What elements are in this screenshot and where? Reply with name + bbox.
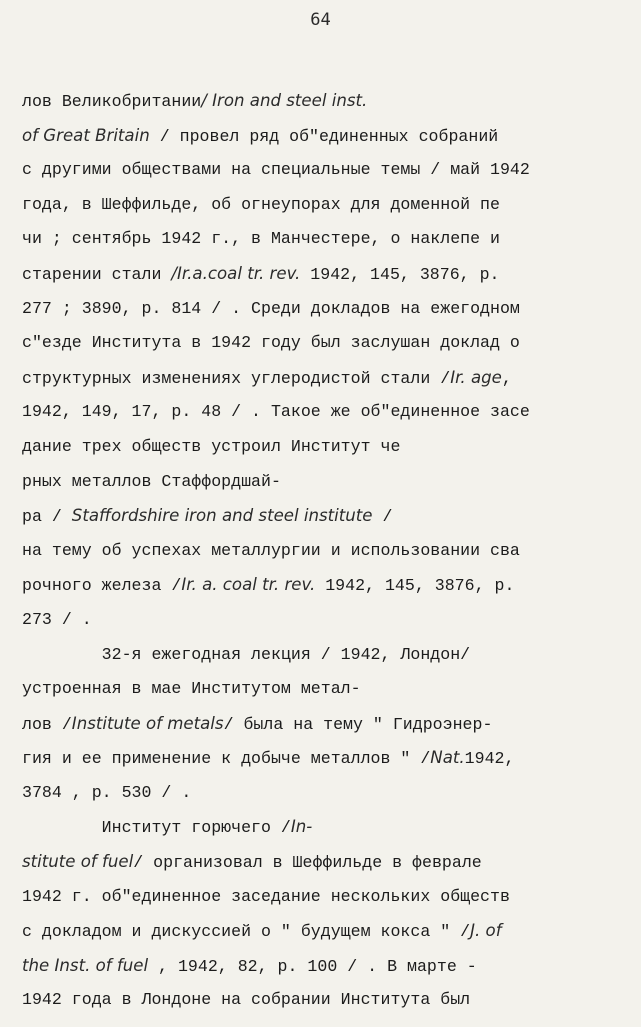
text-line — [22, 222, 622, 257]
typed-text: 32-я ежегодная лекция / 1942, Лондон/ — [22, 644, 471, 664]
text-line — [22, 707, 622, 742]
text-line — [22, 430, 622, 465]
typed-text: ра / — [22, 507, 72, 527]
text-line — [22, 880, 622, 915]
handwritten-insertion: Staffordshire iron and steel institute — [71, 506, 373, 526]
text-line — [22, 741, 622, 776]
text-line — [22, 188, 622, 223]
text-line — [22, 672, 622, 707]
handwritten-insertion: In- — [290, 817, 313, 837]
typed-text: / — [372, 507, 393, 527]
text-line — [22, 153, 622, 188]
text-line — [22, 603, 622, 638]
handwritten-insertion: of Great Britain — [22, 125, 150, 145]
typed-text: / провел ряд об"единенных собраний — [149, 126, 499, 146]
text-line — [22, 776, 622, 811]
handwritten-insertion: Ir. age — [450, 367, 502, 387]
typed-text: Институт горючего / — [22, 818, 291, 838]
typed-text: 3784 , р. 530 / . — [22, 782, 192, 802]
typed-text: , — [501, 368, 512, 388]
typed-text: дание трех обществ устроил Институт че — [22, 436, 401, 456]
typed-text: лов / — [22, 714, 72, 734]
typed-text: рочного железа / — [22, 576, 182, 596]
typed-text: с другими обществами на специальные темы / май 1942 — [22, 160, 530, 180]
typed-text: года, в Шеффильде, об огнеупорах для доменной пе — [22, 194, 500, 214]
text-line — [22, 499, 622, 534]
handwritten-insertion: Nat. — [430, 748, 465, 768]
typed-text: с докладом и дискуссией о " будущем кокса " / — [22, 922, 471, 942]
text-line — [22, 361, 622, 396]
handwritten-insertion: stitute of fuel — [22, 852, 134, 872]
text-line — [22, 568, 622, 603]
typed-text: лов Великобритании — [22, 92, 202, 111]
typed-text: 1942, 145, 3876, р. — [300, 264, 500, 284]
text-line — [22, 465, 622, 500]
page-number: 64 — [310, 10, 331, 30]
typed-text: с"езде Института в 1942 году был заслушан доклад о — [22, 333, 520, 353]
typed-text: устроенная в мае Институтом метал- — [22, 679, 361, 699]
handwritten-insertion: J. of — [470, 921, 502, 941]
typed-text: 1942 г. об"единенное заседание нескольких обществ — [22, 886, 510, 906]
typed-text: 277 ; 3890, р. 814 / . Среди докладов на ежегодном — [22, 298, 520, 318]
typed-text: / была на тему " Гидроэнер- — [223, 714, 493, 734]
handwritten-insertion: / Iron and steel inst. — [201, 91, 368, 110]
typed-text: 273 / . — [22, 609, 92, 629]
typed-text: структурных изменениях углеродистой стали / — [22, 368, 451, 388]
typed-text: чи ; сентябрь 1942 г., в Манчестере, о наклепе и — [22, 229, 500, 249]
typed-text: гия и ее применение к добыче металлов " / — [22, 749, 431, 769]
text-line — [22, 257, 622, 292]
typed-text: 1942, 149, 17, р. 48 / . Такое же об"единенное засе — [22, 402, 530, 422]
typed-text: 1942, 145, 3876, р. — [315, 576, 515, 596]
typed-text: 1942 года в Лондоне на собрании Института был — [22, 990, 471, 1010]
body-text — [22, 84, 622, 1018]
text-line — [22, 810, 622, 845]
typed-text: на тему об успехах металлургии и использовании сва — [22, 540, 520, 560]
handwritten-insertion: Institute of metals — [71, 713, 224, 733]
typed-text: старении стали — [22, 264, 172, 284]
text-line — [22, 292, 622, 327]
handwritten-insertion: Ir. a. coal tr. rev. — [181, 575, 316, 595]
typed-text: 1942, — [464, 749, 515, 769]
text-line — [22, 949, 622, 984]
text-line — [22, 84, 622, 119]
text-line — [22, 983, 622, 1018]
text-line — [22, 326, 622, 361]
typed-text: / организовал в Шеффильде в феврале — [133, 853, 482, 873]
text-line — [22, 534, 622, 569]
text-line — [22, 119, 622, 154]
text-line — [22, 914, 622, 949]
handwritten-insertion: /Ir.a.coal tr. rev. — [171, 263, 301, 283]
typed-text: , 1942, 82, р. 100 / . В марте - — [148, 956, 477, 976]
text-line — [22, 395, 622, 430]
typed-text: рных металлов Стаффордшай- — [22, 471, 281, 491]
text-line — [22, 845, 622, 880]
handwritten-insertion: the Inst. of fuel — [22, 955, 149, 975]
text-line — [22, 638, 622, 673]
